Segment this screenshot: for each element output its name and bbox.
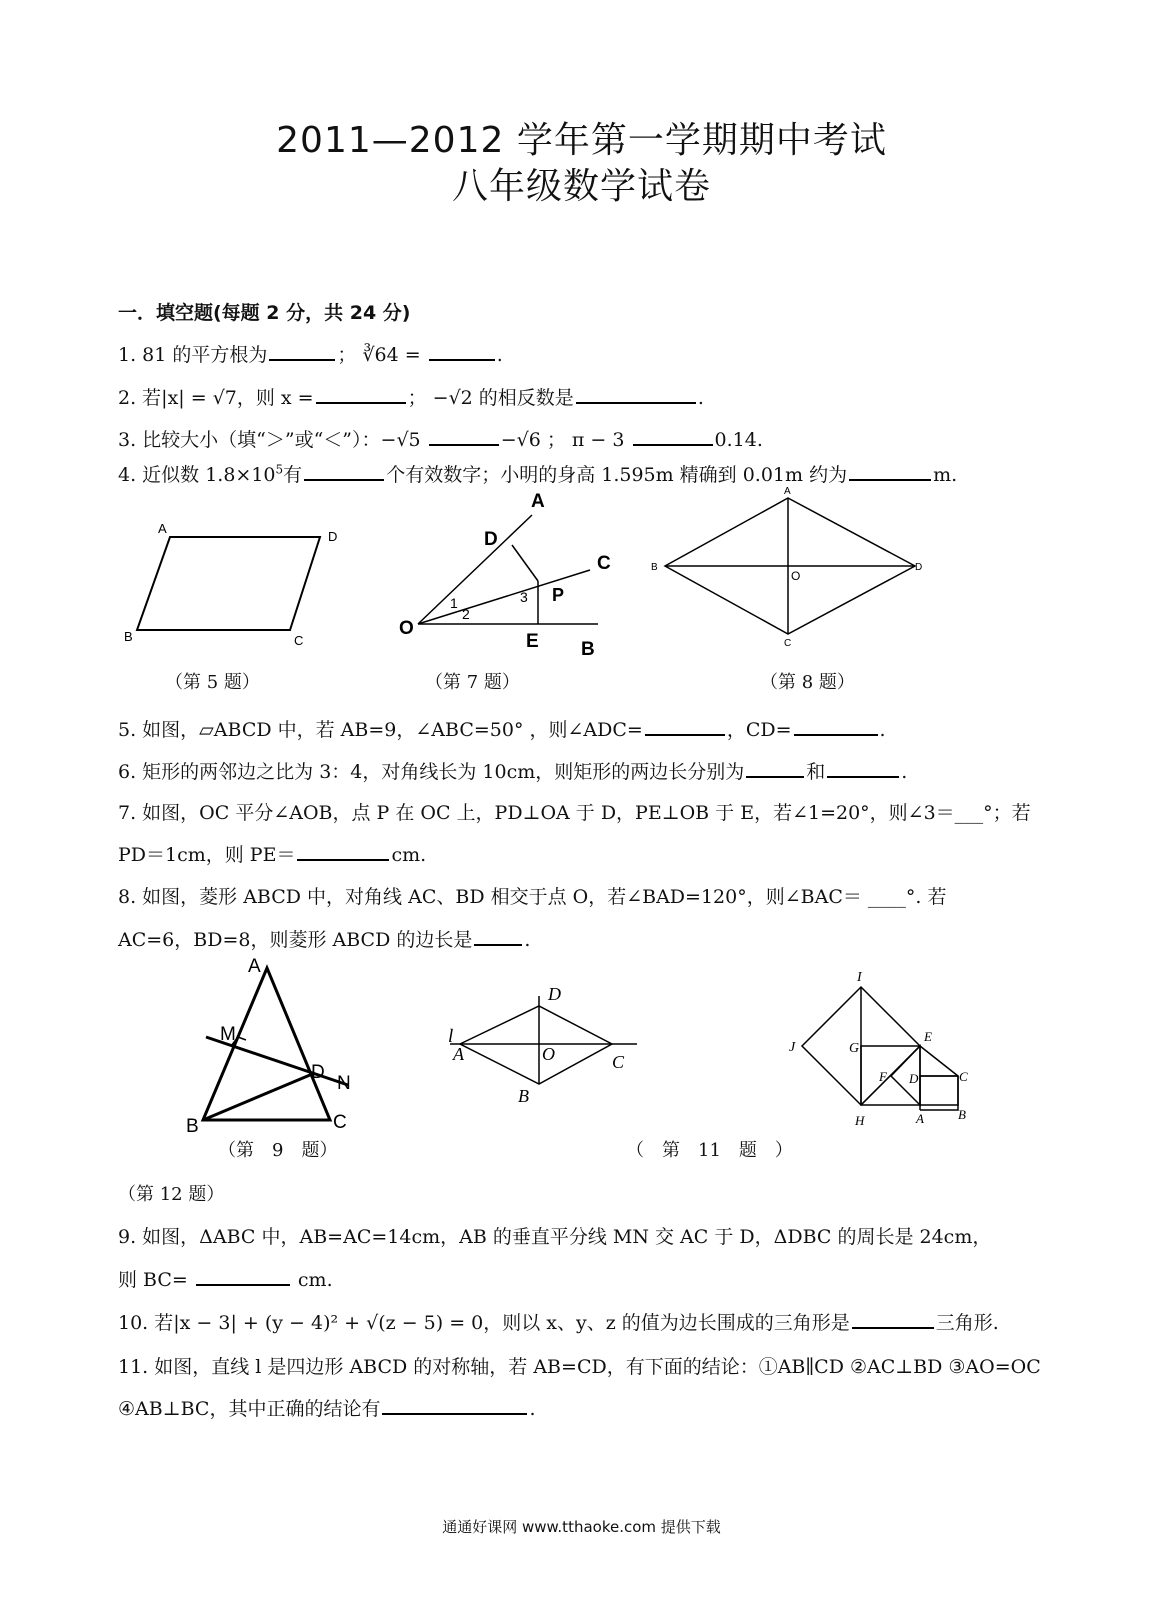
label-o: O (542, 1044, 555, 1064)
figure-9-caption: （第 9 题） (218, 1140, 338, 1161)
answer-blank (474, 926, 522, 946)
label-e: E (924, 1029, 932, 1044)
label-a: A (531, 491, 545, 512)
q3-mid: −√6 ； π − 3 (500, 429, 625, 451)
q4-unit: m. (933, 464, 958, 486)
answer-blank (269, 341, 335, 361)
label-c: C (784, 638, 792, 649)
q4-mid: 个有效数字；小明的身高 1.595m 精确到 0.01m 约为 (386, 464, 848, 486)
q8-end: . (524, 929, 531, 951)
label-l: l (448, 1026, 454, 1047)
answer-blank (794, 716, 878, 736)
figure-12-caption: （第 12 题） (118, 1184, 225, 1205)
figure-8-rhombus (645, 482, 935, 652)
figure-9-triangle (180, 950, 380, 1140)
label-h: H (855, 1113, 865, 1128)
q1-sep: ； (337, 344, 357, 366)
label-g: G (849, 1041, 860, 1056)
label-a: A (916, 1111, 924, 1126)
label-b: B (518, 1086, 529, 1106)
question-11-line2 (118, 1394, 536, 1421)
label-b: B (186, 1116, 199, 1137)
question-9-line2 (118, 1265, 333, 1292)
label-a: A (784, 486, 791, 497)
label-d: D (909, 1071, 919, 1086)
q3-text: 3. 比较大小（填“＞”或“＜”）：−√5 (118, 429, 421, 451)
q8-side: AC=6，BD=8，则菱形 ABCD 的边长是 (118, 929, 473, 951)
label-c: C (294, 633, 304, 648)
label-b: B (124, 629, 133, 644)
question-1 (118, 340, 503, 367)
question-7-line2 (118, 840, 426, 867)
question-10 (118, 1308, 999, 1335)
label-j: J (789, 1040, 796, 1055)
label-m: M (220, 1024, 236, 1045)
q5-text: 5. 如图，▱ABCD 中，若 AB=9，∠ABC=50° ，则∠ADC= (118, 719, 643, 741)
answer-blank (304, 461, 384, 481)
answer-blank (852, 1309, 934, 1329)
exam-subtitle: 八年级数学试卷 (451, 166, 711, 207)
q4-text: 4. 近似数 1.8×10 (118, 464, 276, 486)
question-8-line2 (118, 925, 530, 952)
answer-blank (849, 461, 931, 481)
q2-then: ，则 x = (236, 387, 314, 409)
label-c: C (597, 553, 611, 574)
q11-end: . (529, 1398, 536, 1420)
answer-blank (429, 341, 495, 361)
answer-blank (316, 384, 406, 404)
figure-11-caption: （ 第 11 题 ） (626, 1140, 793, 1161)
q2-end: . (697, 387, 704, 409)
q9-bc: 则 BC= (118, 1269, 188, 1291)
q5-cd: ，CD= (726, 719, 792, 741)
q4-has: 有 (283, 464, 303, 486)
answer-blank (645, 716, 725, 736)
q10-end: 三角形. (935, 1312, 999, 1334)
q10-text: 10. 若|x − 3| + (y − 4)² + √(z − 5) = 0，则以 x、y、z 的值为边长围成的三角形是 (118, 1312, 850, 1334)
q6-text: 6. 矩形的两邻边之比为 3：4，对角线长为 10cm，则矩形的两边长分别为 (118, 761, 745, 783)
q6-end: . (901, 761, 908, 783)
label-d: D (328, 529, 338, 544)
question-6 (118, 757, 907, 784)
label-b: B (958, 1107, 966, 1122)
figure-7-caption: （第 7 题） (425, 672, 520, 693)
label-a: A (453, 1044, 464, 1064)
question-7-line1: 7. 如图，OC 平分∠AOB，点 P 在 OC 上，PD⊥OA 于 D，PE⊥OB 于 E，若∠1=20°，则∠3＝___°；若 (118, 802, 1031, 824)
label-c: C (959, 1069, 968, 1084)
exam-title: 2011—2012 学年第一学期期中考试 (276, 120, 887, 161)
q1-cuberoot: ∛64 = (362, 344, 421, 366)
q11-text: ④AB⊥BC，其中正确的结论有 (118, 1398, 381, 1420)
answer-blank (827, 758, 899, 778)
figure-11-symmetric-quadrilateral (440, 978, 650, 1108)
q6-and: 和 (806, 761, 826, 783)
q7-unit: cm. (391, 844, 427, 866)
label-3: 3 (520, 589, 528, 605)
footer-credit: 通通好课网 www.tthaoke.com 提供下载 (442, 1518, 721, 1536)
label-d: D (311, 1062, 325, 1083)
label-a: A (248, 956, 261, 977)
label-f: F (879, 1069, 887, 1084)
q1-text: 1. 81 的平方根为 (118, 344, 268, 366)
q4-exponent: 5 (275, 462, 284, 477)
figure-12-squares (785, 965, 985, 1130)
q2-text: 2. 若 (118, 387, 162, 409)
q7-pe: PD＝1cm，则 PE＝ (118, 844, 296, 866)
q2-opposite: ； −√2 的相反数是 (407, 387, 574, 409)
q9-unit: cm. (297, 1269, 333, 1291)
answer-blank (382, 1395, 527, 1415)
label-i: I (857, 970, 862, 985)
label-o: O (399, 618, 414, 639)
q2-formula: |x| = √7 (161, 387, 237, 409)
q3-end: 0.14. (714, 429, 763, 451)
figure-7-angle-bisector (390, 485, 630, 665)
question-2 (118, 383, 704, 410)
answer-blank (576, 384, 696, 404)
answer-blank (196, 1266, 290, 1286)
question-5 (118, 715, 886, 742)
q5-end: . (879, 719, 886, 741)
label-b: B (651, 562, 658, 573)
question-3 (118, 425, 763, 452)
figure-8-caption: （第 8 题） (760, 672, 855, 693)
figure-5-caption: （第 5 题） (165, 672, 260, 693)
label-c: C (612, 1052, 625, 1072)
figure-5-parallelogram (120, 515, 350, 650)
answer-blank (429, 426, 499, 446)
label-o: O (791, 569, 801, 583)
label-d: D (915, 562, 923, 573)
label-2: 2 (462, 606, 470, 622)
label-d: D (548, 984, 561, 1004)
label-b: B (581, 639, 595, 660)
question-11-line1: 11. 如图，直线 l 是四边形 ABCD 的对称轴，若 AB=CD，有下面的结论：①AB∥CD ②AC⊥BD ③AO=OC (118, 1356, 1041, 1378)
label-c: C (333, 1112, 347, 1133)
question-8-line1: 8. 如图，菱形 ABCD 中，对角线 AC、BD 相交于点 O，若∠BAD=120°，则∠BAC＝ ____°. 若 (118, 886, 947, 908)
question-9-line1: 9. 如图，ΔABC 中，AB=AC=14cm，AB 的垂直平分线 MN 交 AC 于 D，ΔDBC 的周长是 24cm， (118, 1226, 992, 1248)
label-1: 1 (450, 595, 458, 611)
answer-blank (633, 426, 713, 446)
label-n: N (337, 1073, 351, 1094)
answer-blank (746, 758, 804, 778)
section-heading: 一．填空题(每题 2 分，共 24 分) (118, 302, 411, 324)
label-e: E (526, 631, 539, 652)
label-p: P (552, 585, 565, 605)
answer-blank (297, 841, 389, 861)
label-a: A (158, 521, 167, 536)
label-d: D (484, 529, 498, 550)
q1-end: . (496, 344, 503, 366)
